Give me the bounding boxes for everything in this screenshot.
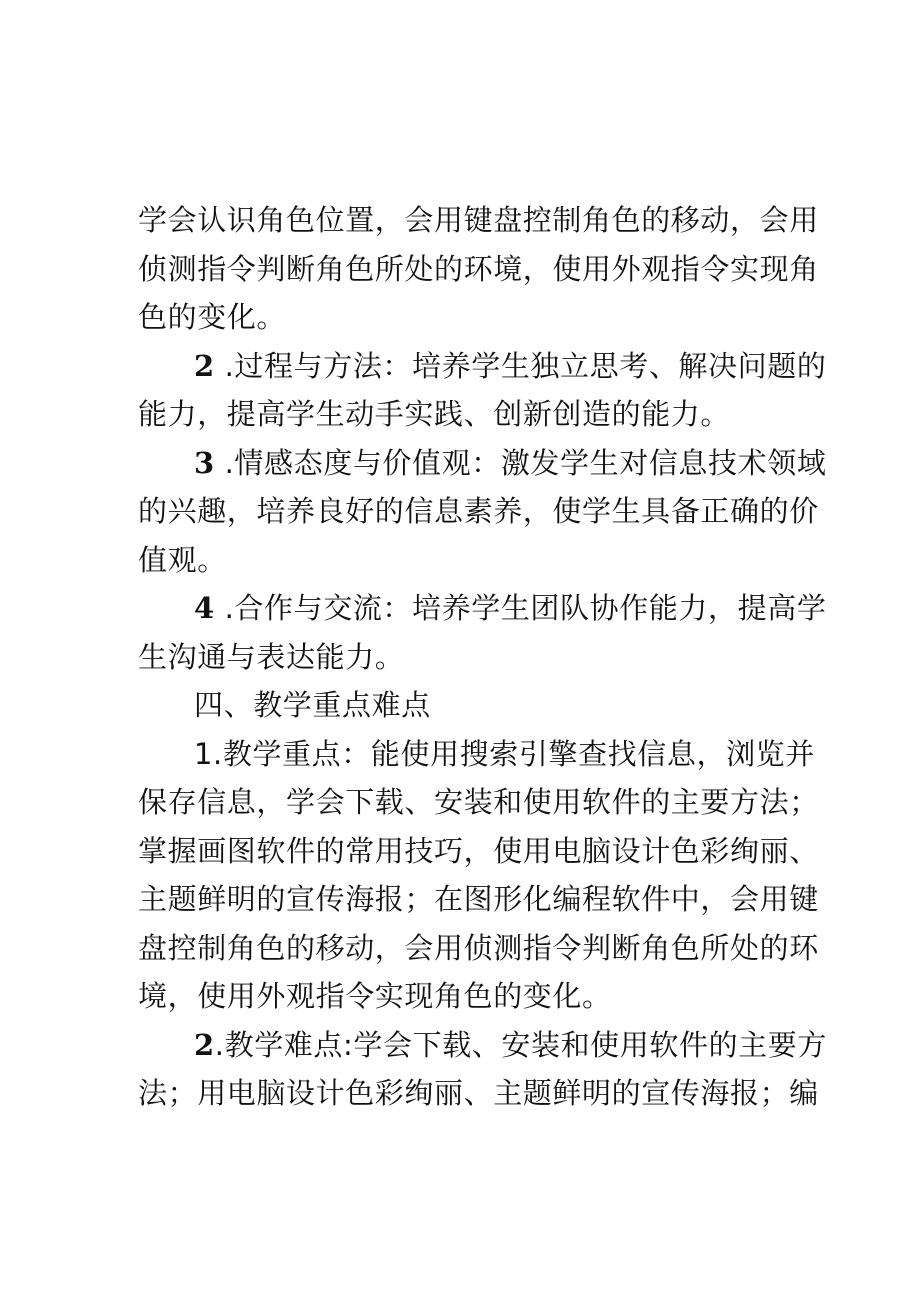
line-text: 能力，提高学生动手实践、创新创造的能力。 [138, 397, 731, 431]
body-line-10 [138, 633, 788, 682]
section-title: 四、教学重点难点 [194, 688, 431, 722]
document-body [138, 196, 827, 1118]
line-text: 侦测指令判断角色所处的环境，使用外观指令实现角 [138, 251, 819, 286]
item-number: 4 [194, 591, 215, 625]
body-line-17 [138, 972, 788, 1021]
key-points-heading-line [138, 730, 815, 779]
body-line-16 [138, 924, 819, 973]
item-4-heading-line [138, 584, 827, 633]
line-text: 生沟通与表达能力。 [138, 639, 405, 674]
line-text: .教学难点:学会下载、安装和使用软件的主要方 [214, 1027, 827, 1062]
line-text: 的兴趣，培养良好的信息素养，使学生具备正确的价 [138, 494, 819, 528]
item-number: 3 [194, 445, 215, 480]
item-number: 2 [194, 348, 215, 383]
section-heading [138, 681, 788, 730]
body-line-5 [138, 390, 788, 439]
line-text: 主题鲜明的宣传海报；在图形化编程软件中，会用键 [138, 882, 819, 916]
body-line-19 [138, 1069, 819, 1118]
line-text: 掌握画图软件的常用技巧，使用电脑设计色彩绚丽、 [138, 833, 819, 868]
line-text: 学会认识角色位置，会用键盘控制角色的移动，会用 [138, 203, 819, 237]
line-text: 保存信息，学会下载、安装和使用软件的主要方法； [138, 785, 819, 819]
line-text: 值观。 [138, 542, 227, 577]
body-line-14 [138, 827, 819, 876]
body-line-2 [138, 245, 819, 294]
line-text: 法；用电脑设计色彩绚丽、主题鲜明的宣传海报；编 [138, 1076, 819, 1110]
body-line-8 [138, 536, 788, 585]
line-text: 色的变化。 [138, 300, 287, 334]
body-line-7 [138, 487, 819, 536]
line-text: 盘控制角色的移动，会用侦测指令判断角色所处的环 [138, 930, 819, 965]
item-number: 2 [194, 1027, 215, 1062]
difficulties-heading-line [138, 1021, 827, 1070]
body-line-13 [138, 778, 819, 827]
line-text: .合作与交流：培养学生团队协作能力，提高学 [214, 591, 827, 625]
line-text: 1.教学重点：能使用搜索引擎查找信息，浏览并 [194, 736, 815, 771]
body-line-15 [138, 875, 819, 924]
item-3-heading-line [138, 439, 827, 488]
line-text: .情感态度与价值观：激发学生对信息技术领域 [214, 445, 827, 480]
body-line-1 [138, 196, 819, 245]
line-text: .过程与方法：培养学生独立思考、解决问题的 [214, 348, 827, 383]
line-text: 境，使用外观指令实现角色的变化。 [138, 979, 612, 1013]
body-line-3 [138, 293, 788, 342]
item-2-heading-line [138, 342, 827, 391]
